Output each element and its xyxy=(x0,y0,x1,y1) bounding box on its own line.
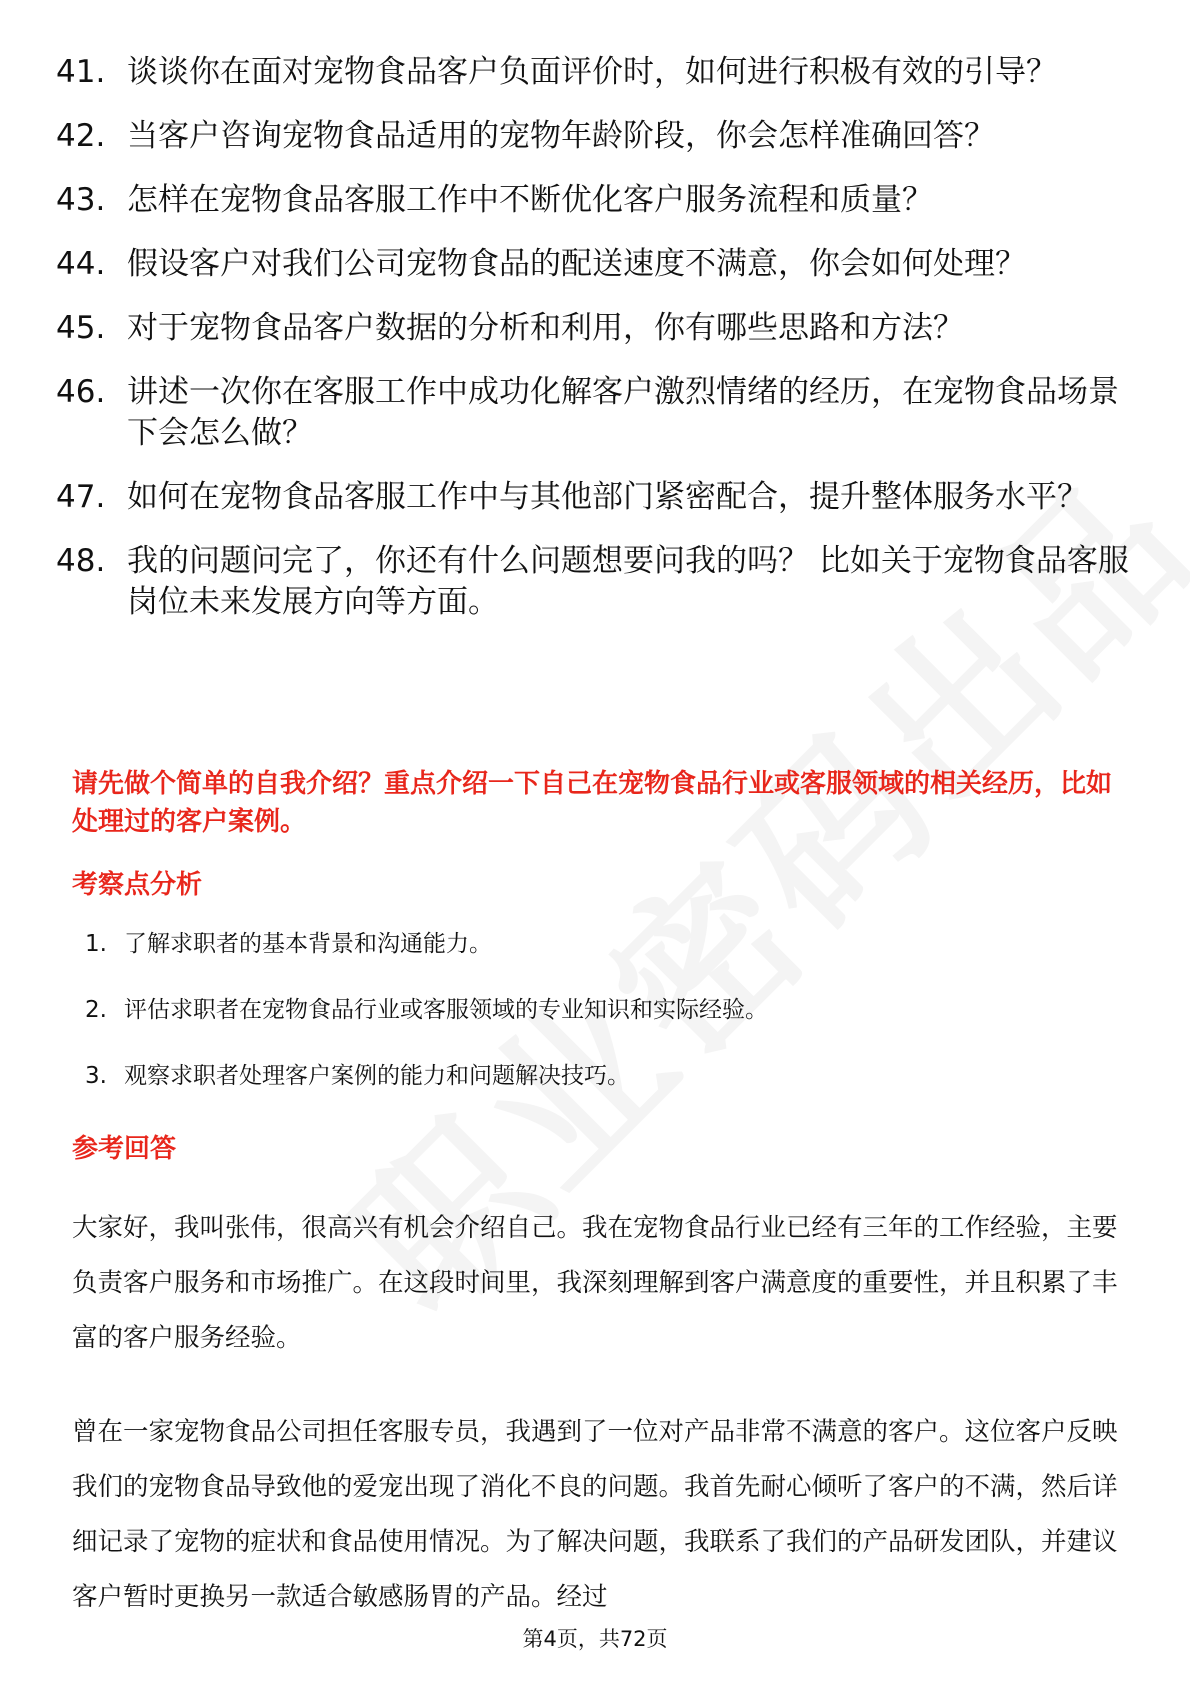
analysis-text: 了解求职者的基本背景和沟通能力。 xyxy=(124,931,492,957)
answer-paragraph: 大家好，我叫张伟，很高兴有机会介绍自己。我在宠物食品行业已经有三年的工作经验，主要负责客户服务和市场推广。在这段时间里，我深刻理解到客户满意度的重要性，并且积累了丰富的客户服务经验。 xyxy=(72,1213,1118,1353)
question-item xyxy=(56,477,1131,518)
question-text: 我的问题问完了，你还有什么问题想要问我的吗？ 比如关于宠物食品客服岗位未来发展方向等方面。 xyxy=(127,543,1129,620)
question-item xyxy=(56,372,1131,454)
question-item xyxy=(56,308,1131,349)
question-item xyxy=(56,52,1131,93)
analysis-item xyxy=(85,1060,1125,1093)
question-number: 48. xyxy=(56,543,106,579)
question-text: 讲述一次你在客服工作中成功化解客户激烈情绪的经历，在宠物食品场景下会怎么做？ xyxy=(127,374,1119,451)
analysis-text: 观察求职者处理客户案例的能力和问题解决技巧。 xyxy=(124,1063,630,1089)
question-item xyxy=(56,541,1131,623)
question-number: 43. xyxy=(56,182,106,218)
reference-heading: 参考回答 xyxy=(72,1134,177,1164)
question-text: 谈谈你在面对宠物食品客户负面评价时，如何进行积极有效的引导？ xyxy=(127,54,1057,90)
analysis-number: 1. xyxy=(85,931,107,957)
question-text: 假设客户对我们公司宠物食品的配送速度不满意，你会如何处理？ xyxy=(127,246,1026,282)
question-number: 45. xyxy=(56,310,106,346)
answer-paragraph: 曾在一家宠物食品公司担任客服专员，我遇到了一位对产品非常不满意的客户。这位客户反映我们的宠物食品导致他的爱宠出现了消化不良的问题。我首先耐心倾听了客户的不满，然后详细记录了宠物的症状和食品使用情况。为了解决问题，我联系了我们的产品研发团队，并建议客户暂时更换另一款适合敏感肠胃的产品。经过 xyxy=(72,1417,1118,1612)
question-text: 怎样在宠物食品客服工作中不断优化客户服务流程和质量？ xyxy=(127,182,933,218)
question-text: 对于宠物食品客户数据的分析和利用，你有哪些思路和方法？ xyxy=(127,310,964,346)
question-text: 当客户咨询宠物食品适用的宠物年龄阶段，你会怎样准确回答？ xyxy=(127,118,995,154)
question-number: 47. xyxy=(56,479,106,515)
question-item xyxy=(56,244,1131,285)
analysis-list xyxy=(85,928,1125,1126)
question-number: 46. xyxy=(56,374,106,410)
question-item xyxy=(56,180,1131,221)
question-item xyxy=(56,116,1131,157)
analysis-number: 2. xyxy=(85,997,107,1023)
analysis-item xyxy=(85,994,1125,1027)
analysis-text: 评估求职者在宠物食品行业或客服领域的专业知识和实际经验。 xyxy=(124,997,768,1023)
question-number: 42. xyxy=(56,118,106,154)
featured-question: 请先做个简单的自我介绍？重点介绍一下自己在宠物食品行业或客服领域的相关经历，比如处理过的客户案例。 xyxy=(72,769,1113,837)
page-footer: 第4页，共72页 xyxy=(522,1627,668,1651)
question-number: 44. xyxy=(56,246,106,282)
question-list xyxy=(56,52,1131,646)
analysis-item xyxy=(85,928,1125,961)
question-number: 41. xyxy=(56,54,106,90)
question-text: 如何在宠物食品客服工作中与其他部门紧密配合，提升整体服务水平？ xyxy=(127,479,1088,515)
analysis-number: 3. xyxy=(85,1063,107,1089)
analysis-heading: 考察点分析 xyxy=(72,870,203,900)
